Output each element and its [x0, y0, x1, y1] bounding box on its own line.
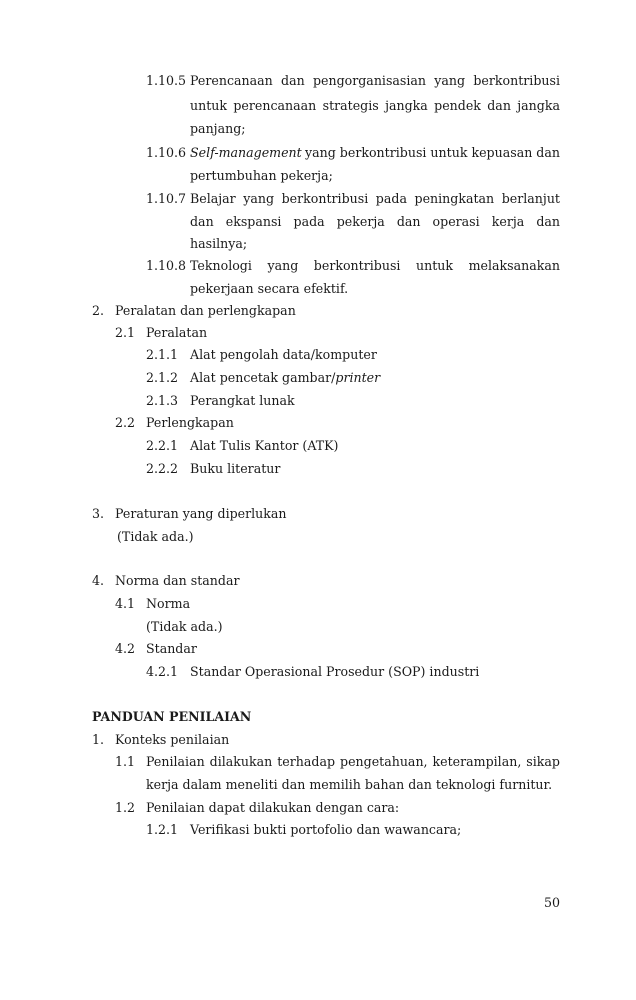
item-number: 4.1	[115, 596, 136, 611]
item-text: Alat Tulis Kantor (ATK)	[190, 438, 339, 453]
item-number: 1.10.7	[146, 191, 187, 206]
item-number: 4.2.1	[146, 664, 179, 679]
item-text: Perencanaan dan pengorganisasian yang berkontribusi	[190, 73, 560, 88]
item-number: 2.1	[115, 325, 136, 340]
section-title: Norma dan standar	[115, 573, 240, 588]
item-text: dan ekspansi pada pekerja dan operasi kerja dan	[190, 214, 560, 229]
item-text: Penilaian dapat dilakukan dengan cara:	[146, 800, 400, 815]
item-text: Standar Operasional Prosedur (SOP) industri	[190, 664, 480, 679]
item-number: 1.10.8	[146, 258, 187, 273]
item-text: kerja dalam meneliti dan memilih bahan dan teknologi furnitur.	[146, 777, 553, 792]
item-text: Alat pengolah data/komputer	[190, 347, 377, 362]
item-number: 4.2	[115, 641, 136, 656]
item-text	[190, 143, 560, 163]
section-title: Peraturan yang diperlukan	[115, 506, 287, 521]
item-number: 2.1.3	[146, 393, 179, 408]
section-heading: PANDUAN PENILAIAN	[92, 709, 252, 724]
section-number: 1.	[92, 732, 105, 747]
item-text: Buku literatur	[190, 461, 281, 476]
item-number: 1.1	[115, 754, 136, 769]
item-text	[190, 368, 380, 388]
italic-term: Self-management	[190, 145, 302, 160]
item-text-rest: yang berkontribusi untuk kepuasan dan	[305, 145, 560, 160]
item-text: pertumbuhan pekerja;	[190, 168, 333, 183]
italic-term: printer	[335, 370, 381, 385]
item-number: 1.2.1	[146, 822, 179, 837]
section-number: 4.	[92, 573, 105, 588]
section-number: 3.	[92, 506, 105, 521]
section-number: 2.	[92, 303, 105, 318]
item-number: 1.2	[115, 800, 136, 815]
item-number: 2.1.2	[146, 370, 179, 385]
item-text: Perangkat lunak	[190, 393, 295, 408]
item-text: hasilnya;	[190, 236, 248, 251]
item-text: untuk perencanaan strategis jangka pendek dan jangka	[190, 98, 560, 113]
item-number: 2.1.1	[146, 347, 179, 362]
item-text: Teknologi yang berkontribusi untuk melaksanakan	[190, 258, 560, 273]
item-number: 2.2	[115, 415, 136, 430]
section-title: Konteks penilaian	[115, 732, 230, 747]
page-number: 50	[543, 895, 560, 910]
item-text: Norma	[146, 596, 191, 611]
item-text: Perlengkapan	[146, 415, 234, 430]
item-text: Belajar yang berkontribusi pada peningkatan berlanjut	[190, 191, 560, 206]
item-text: Verifikasi bukti portofolio dan wawancara;	[190, 822, 462, 837]
item-text: Penilaian dilakukan terhadap pengetahuan, keterampilan, sikap	[146, 754, 560, 769]
item-text: Peralatan	[146, 325, 208, 340]
item-text: panjang;	[190, 121, 246, 136]
section-title: Peralatan dan perlengkapan	[115, 303, 296, 318]
item-number: 2.2.1	[146, 438, 179, 453]
note-text: (Tidak ada.)	[117, 529, 194, 544]
note-text: (Tidak ada.)	[146, 619, 223, 634]
item-text-main: Alat pencetak gambar/	[190, 370, 336, 385]
item-number: 1.10.6	[146, 145, 187, 160]
item-text: pekerjaan secara efektif.	[190, 281, 349, 296]
item-number: 2.2.2	[146, 461, 179, 476]
item-number: 1.10.5	[146, 73, 187, 88]
item-text: Standar	[146, 641, 197, 656]
